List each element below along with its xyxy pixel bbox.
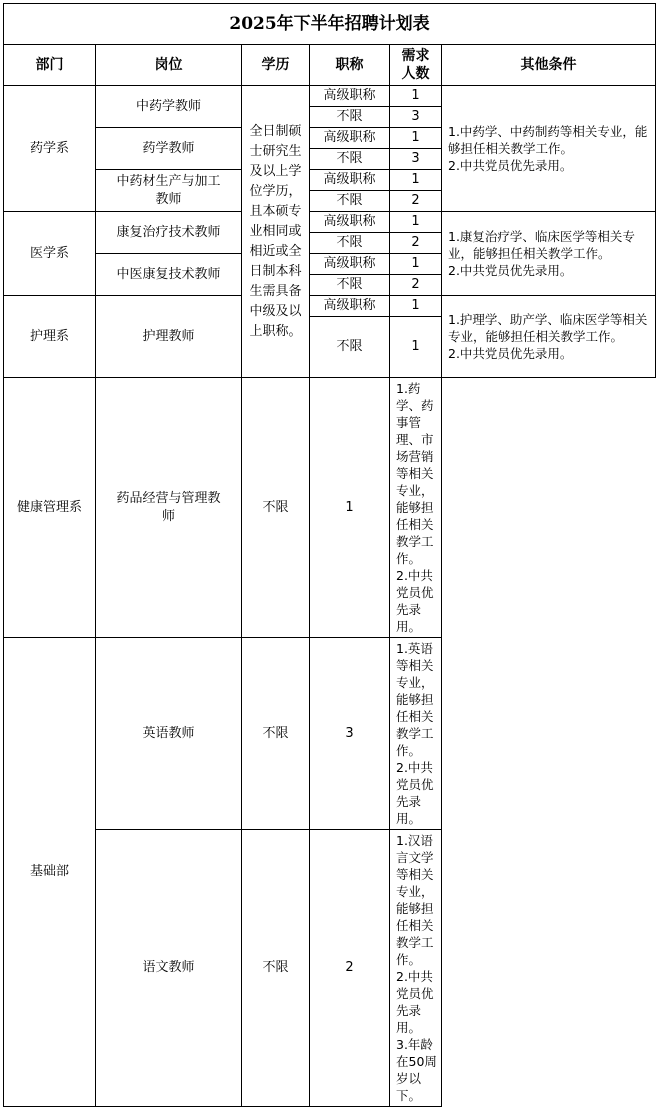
conditions-cell — [390, 638, 442, 830]
count-cell: 2 — [390, 275, 442, 296]
count-cell: 1 — [390, 128, 442, 149]
rank-cell: 不限 — [242, 378, 310, 638]
dept-name: 基础部 — [4, 638, 96, 1107]
count-cell: 1 — [390, 317, 442, 378]
position-name: 语文教师 — [96, 830, 242, 1107]
dept-name: 医学系 — [4, 212, 96, 296]
condition-line: 1.中药学、中药制药等相关专业，能够担任相关教学工作。 — [448, 124, 648, 156]
rank-cell: 高级职称 — [310, 86, 390, 107]
condition-line: 1.护理学、助产学、临床医学等相关专业，能够担任相关教学工作。 — [448, 312, 648, 344]
position-name: 药品经营与管理教师 — [96, 378, 242, 638]
condition-line: 2.中共党员优先录用。 — [448, 346, 573, 361]
recruitment-plan-table — [3, 3, 656, 1107]
count-cell: 2 — [310, 830, 390, 1107]
rank-cell: 不限 — [310, 233, 390, 254]
table-title: 2025年下半年招聘计划表 — [4, 4, 656, 45]
position-name: 英语教师 — [96, 638, 242, 830]
conditions-cell — [442, 86, 656, 212]
count-cell: 1 — [390, 296, 442, 317]
header-dept: 部门 — [4, 45, 96, 86]
rank-cell: 不限 — [310, 107, 390, 128]
condition-line: 1.汉语言文学等相关专业，能够担任相关教学工作。 — [396, 833, 434, 967]
count-cell: 1 — [390, 212, 442, 233]
header-conditions: 其他条件 — [442, 45, 656, 86]
rank-cell: 不限 — [310, 149, 390, 170]
rank-cell: 不限 — [310, 191, 390, 212]
conditions-cell — [390, 378, 442, 638]
rank-cell: 不限 — [242, 830, 310, 1107]
condition-line: 2.中共党员优先录用。 — [448, 158, 573, 173]
conditions-cell — [442, 296, 656, 378]
conditions-cell — [390, 830, 442, 1107]
header-education: 学历 — [242, 45, 310, 86]
condition-line: 2.中共党员优先录用。 — [396, 568, 434, 634]
position-name: 药学教师 — [96, 128, 242, 170]
header-position: 岗位 — [96, 45, 242, 86]
condition-line: 1.药学、药事管理、市场营销等相关专业，能够担任相关教学工作。 — [396, 381, 434, 566]
dept-name: 护理系 — [4, 296, 96, 378]
position-name: 康复治疗技术教师 — [96, 212, 242, 254]
condition-line: 2.中共党员优先录用。 — [448, 263, 573, 278]
header-count-line2: 人数 — [401, 66, 430, 82]
position-name: 中药材生产与加工教师 — [96, 170, 242, 212]
header-count-line1: 需求 — [401, 48, 430, 64]
dept-name: 健康管理系 — [4, 378, 96, 638]
position-name: 中医康复技术教师 — [96, 254, 242, 296]
count-cell: 1 — [310, 378, 390, 638]
condition-line: 3.年龄在50周岁以下。 — [396, 1037, 437, 1103]
count-cell: 1 — [390, 86, 442, 107]
count-cell: 2 — [390, 233, 442, 254]
dept-name: 药学系 — [4, 86, 96, 212]
rank-cell: 高级职称 — [310, 296, 390, 317]
rank-cell: 高级职称 — [310, 254, 390, 275]
rank-cell: 不限 — [242, 638, 310, 830]
count-cell: 2 — [390, 191, 442, 212]
count-cell: 1 — [390, 170, 442, 191]
count-cell: 3 — [390, 107, 442, 128]
header-rank: 职称 — [310, 45, 390, 86]
count-cell: 1 — [390, 254, 442, 275]
position-name: 护理教师 — [96, 296, 242, 378]
condition-line: 1.康复治疗学、临床医学等相关专业，能够担任相关教学工作。 — [448, 229, 635, 261]
rank-cell: 高级职称 — [310, 170, 390, 191]
rank-cell: 不限 — [310, 317, 390, 378]
education-requirement: 全日制硕士研究生及以上学位学历，且本硕专业相同或相近或全日制本科生需具备中级及以上职称。 — [242, 86, 310, 378]
position-name: 中药学教师 — [96, 86, 242, 128]
count-cell: 3 — [310, 638, 390, 830]
rank-cell: 高级职称 — [310, 212, 390, 233]
condition-line: 1.英语等相关专业，能够担任相关教学工作。 — [396, 641, 434, 758]
condition-line: 2.中共党员优先录用。 — [396, 760, 434, 826]
count-cell: 3 — [390, 149, 442, 170]
rank-cell: 不限 — [310, 275, 390, 296]
conditions-cell — [442, 212, 656, 296]
condition-line: 2.中共党员优先录用。 — [396, 969, 434, 1035]
rank-cell: 高级职称 — [310, 128, 390, 149]
header-count — [390, 45, 442, 86]
